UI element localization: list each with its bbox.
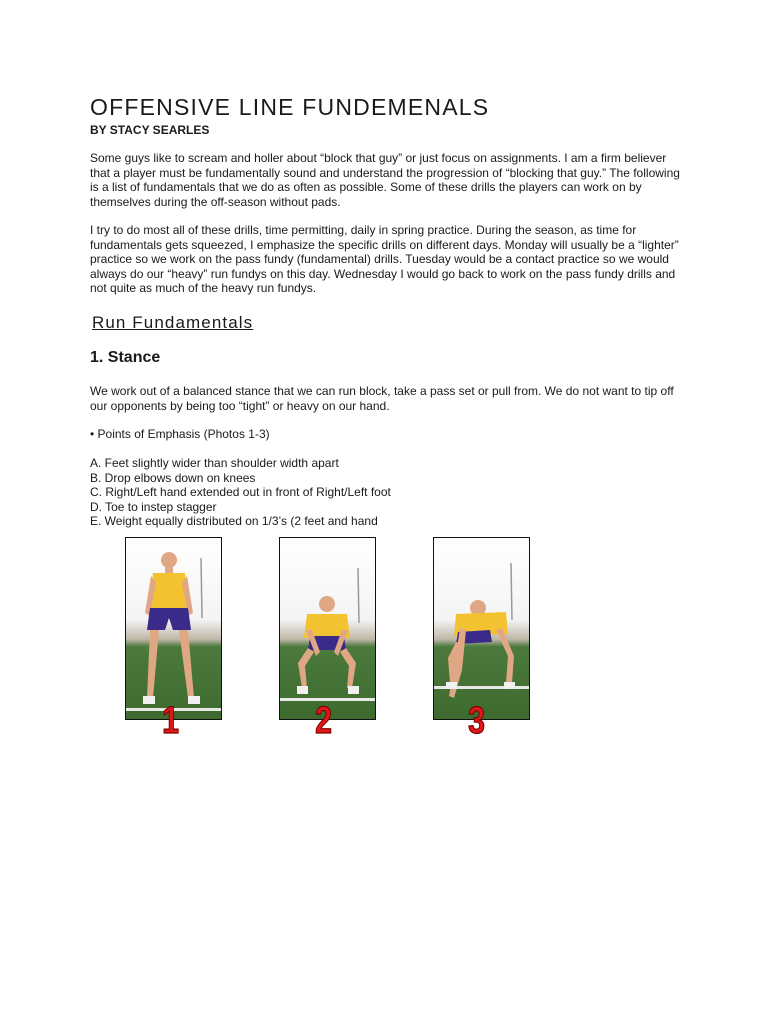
point-item: C. Right/Left hand extended out in front of Right/Left foot <box>90 485 391 500</box>
author-byline: BY STACY SEARLES <box>90 123 210 137</box>
section-title: Run Fundamentals <box>92 313 254 332</box>
photo-number-3: 3 <box>468 700 486 742</box>
points-of-emphasis-bullet: • Points of Emphasis (Photos 1-3) <box>90 427 270 441</box>
photo-number-1: 1 <box>162 700 180 742</box>
subsection-title: 1. Stance <box>90 349 161 366</box>
player-crouch-figure <box>280 538 375 719</box>
intro-paragraph-1: Some guys like to scream and holler about “block that guy” or just focus on assignments. I am a firm believer that a player must be fundamentally sound and understand the progression of “blocking that guy.” The following is a list of fundamentals that we do as often as possible. Some of these drills the players can work on by themselves during the off-season without pads. <box>90 151 680 209</box>
points-list <box>90 456 391 529</box>
player-standing-figure <box>126 538 221 719</box>
stance-photo-1 <box>125 537 222 720</box>
point-item: B. Drop elbows down on knees <box>90 470 256 485</box>
document-title: OFFENSIVE LINE FUNDEMENALS <box>90 94 490 120</box>
photo-number-2: 2 <box>315 700 333 742</box>
point-item: E. Weight equally distributed on 1/3’s (2 feet and hand <box>90 514 378 529</box>
stance-photo-2 <box>279 537 376 720</box>
point-item: A. Feet slightly wider than shoulder width apart <box>90 456 339 470</box>
player-three-point-figure <box>434 538 529 719</box>
intro-paragraph-2: I try to do most all of these drills, time permitting, daily in spring practice. During the season, as time for fundamentals gets squeezed, I emphasize the specific drills on different days. Monday will usually be a “lighter” practice so we work on the pass fundy (fundamental) drills. Tuesday would be a contact practice so we would always do our “heavy” run fundys on this day. Wednesday I would go back to work on the pass fundy drills and not quite as much of the heavy run fundys. <box>90 223 679 296</box>
point-item: D. Toe to instep stagger <box>90 499 217 514</box>
stance-photo-3 <box>433 537 530 720</box>
stance-paragraph: We work out of a balanced stance that we can run block, take a pass set or pull from. We do not want to tip off our opponents by being too “tight” or heavy on our hand. <box>90 384 674 413</box>
